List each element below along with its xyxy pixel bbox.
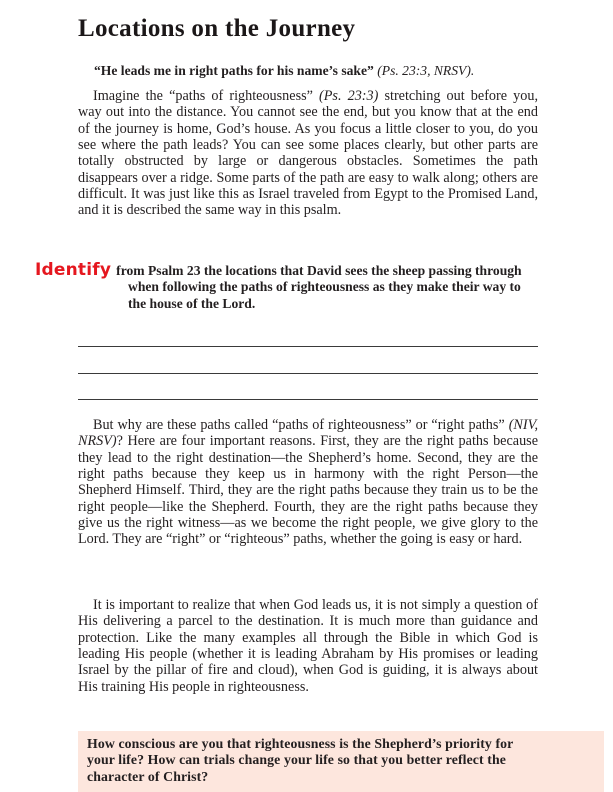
reasons-text-1: But why are these paths called “paths of righteousness” or “right paths” [93, 417, 509, 433]
intro-text-2: stretching out before you, way out into the distance. You cannot see the end, but you know that at the end of the journey is home, God’s house. As you focus a little closer to you, do you see where the path leads? You can see some places clearly, but other parts are totally obstructed by large or dangerous obstacles. Sometimes the path disappears over a ridge. Some parts of the path are easy to walk along; others are difficult. It was just like this as Israel traveled from Egypt to the Promised Land, and it is described the same way in this psalm. [78, 88, 538, 219]
answer-line[interactable] [78, 346, 538, 347]
reasons-text-2: ? Here are four important reasons. First, they are the right paths because they lead to the right destination—the Shepherd’s home. Second, they are the right paths because they keep us in harmony with the right Person—the Shepherd Himself. Third, they are the right paths because they train us to be the right people—like the Shepherd. Fourth, they are the right paths because they give us the right witness—as we become the right people, we give glory to the Lord. They are “right” or “righteous” paths, whether the going is easy or hard. [78, 433, 538, 548]
verse-quote: “He leads me in right paths for his name’s sake” [94, 63, 374, 78]
reflection-box [78, 731, 604, 792]
reasons-reference: (NIV, NRSV) [78, 417, 538, 450]
identify-prompt [35, 262, 541, 312]
identify-text: from Psalm 23 the locations that David sees the sheep passing through when following the paths of righteousness as they make their way to the house of the Lord. [116, 263, 522, 311]
intro-reference: (Ps. 23:3) [319, 88, 379, 104]
guidance-paragraph: It is important to realize that when God leads us, it is not simply a question of His delivering a parcel to the destination. It is much more than guidance and protection. Like the many examples all through the Bible in which God is leading His people (whether it is leading Abraham by His promises or leading Israel by the pillar of fire and cloud), when God is guiding, it is always about His training His people in righteousness. [78, 597, 538, 695]
reflection-question: How conscious are you that righteousness is the Shepherd’s priority for your life? How can trials change your life so that you better reflect the character of Christ? [87, 736, 514, 784]
intro-text-1: Imagine the “paths of righteousness” [93, 88, 320, 104]
verse-reference: (Ps. 23:3, NRSV). [377, 63, 475, 78]
answer-line[interactable] [78, 399, 538, 400]
page-title: Locations on the Journey [78, 15, 356, 42]
reasons-paragraph [78, 417, 538, 548]
key-verse [94, 62, 474, 79]
identify-keyword: Identify [35, 260, 112, 280]
intro-paragraph [78, 88, 538, 219]
answer-line[interactable] [78, 373, 538, 374]
